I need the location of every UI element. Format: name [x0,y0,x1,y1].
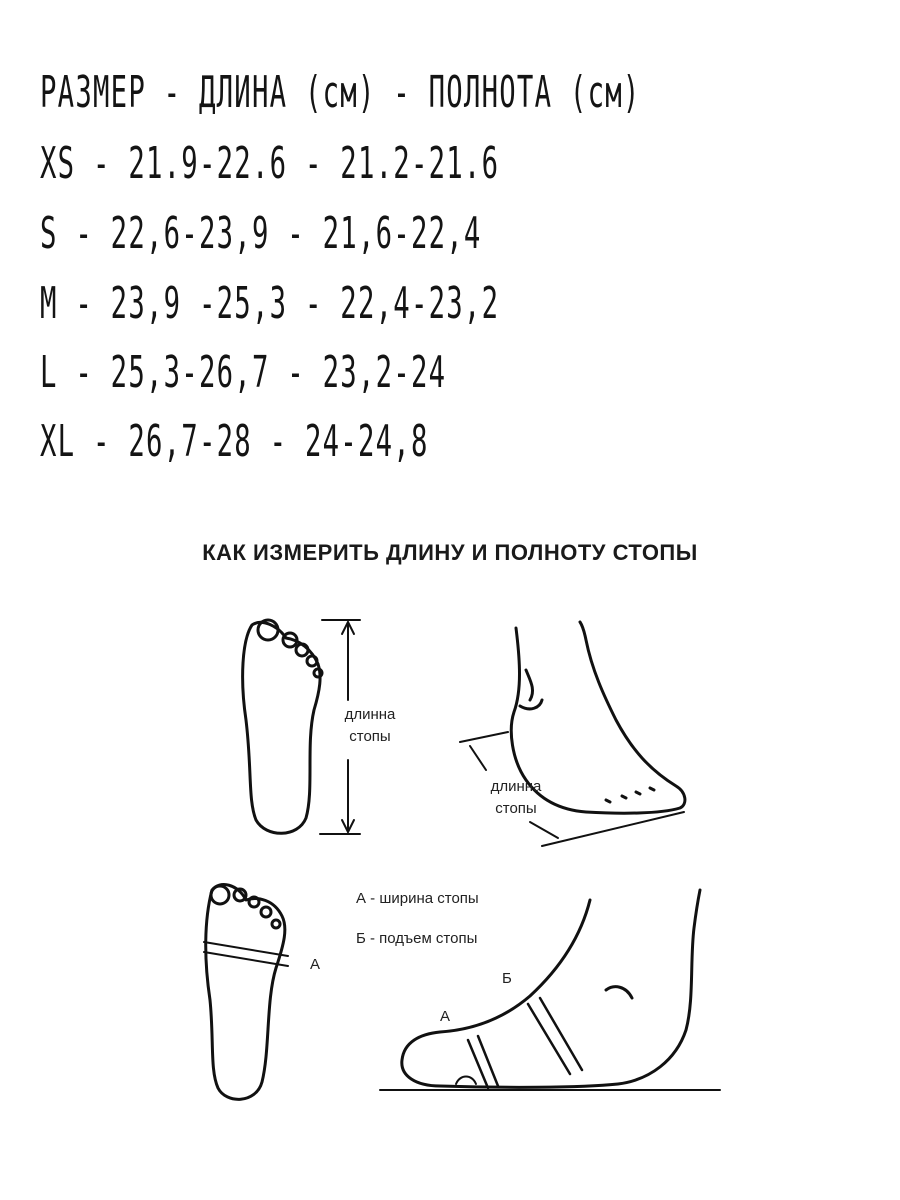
side-length-label: длинна стопы [490,778,542,817]
marker-a-side: А [440,1008,451,1025]
size-row-m: M - 23,9 -25,3 - 22,4-23,2 [40,277,500,329]
legend-width: А - ширина стопы [356,890,479,907]
size-row-s: S - 22,6-23,9 - 21,6-22,4 [40,207,482,259]
marker-a-sole: А [310,956,321,973]
sole-outline-illustration [243,620,322,833]
size-row-xl: XL - 26,7-28 - 24-24,8 [40,415,429,467]
sole-width-illustration [204,885,288,1100]
size-row-l: L - 25,3-26,7 - 23,2-24 [40,346,447,398]
size-row-xs: XS - 21.9-22.6 - 21.2-21.6 [40,137,500,189]
marker-b-side: Б [502,970,512,987]
sole-length-label: длинна стопы [344,706,396,745]
legend-instep: Б - подъем стопы [356,930,478,947]
howto-title: КАК ИЗМЕРИТЬ ДЛИНУ И ПОЛНОТУ СТОПЫ [202,540,698,565]
size-table-header: РАЗМЕР - ДЛИНА (см) - ПОЛНОТА (см) [40,66,641,118]
instep-illustration [380,890,720,1090]
